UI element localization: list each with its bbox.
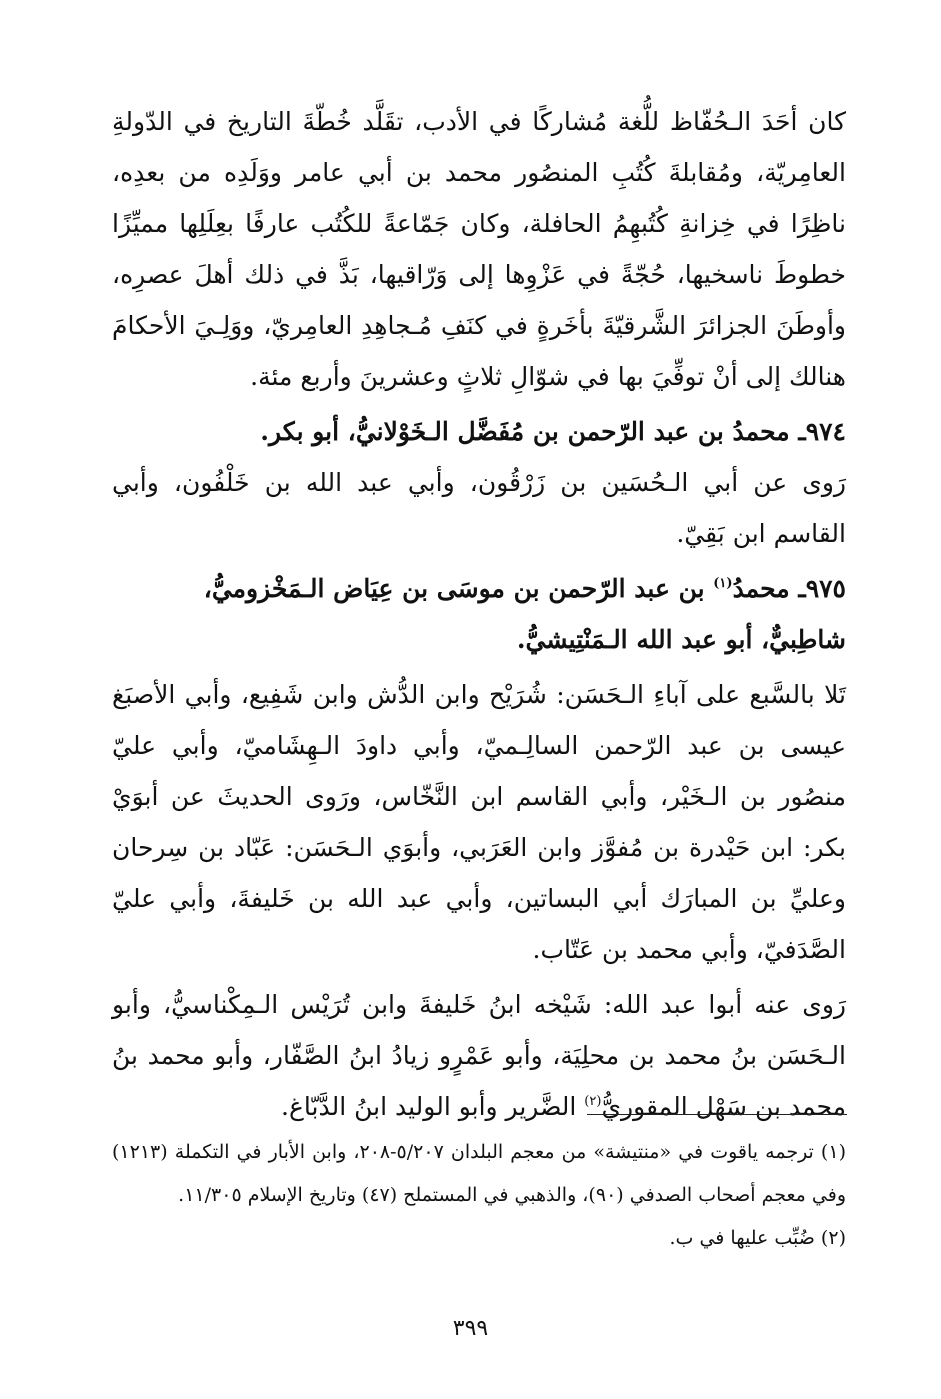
footnote-1: (١) ترجمه ياقوت في «منتيشة» من معجم البلدان ٥/٢٠٧-٢٠٨، وابن الأبار في التكملة (١٢١٣) وفي معجم أصحاب الصدفي (٩٠)، والذهبي في المستملح (٤٧) وتاريخ الإسلام ١١/٣٠٥. <box>112 1141 846 1206</box>
page-number: ٣٩٩ <box>452 1316 489 1341</box>
entry-974-paragraph: رَوى عن أبي الـحُسَين بن زَرْقُون، وأبي عبد الله بن خَلْفُون، وأبي القاسم ابن بَقِيّ. <box>112 468 846 548</box>
entry-975-para2-main: رَوى عنه أبوا عبد الله: شَيْخه ابنُ خَليفةَ وابن تُرَيْس الـمِكْناسيُّ، وأبو الـحَسَن بنُ محمد بن محلِيَة، وأبو عَمْرٍو زيادُ ابنُ الصَّفّار، وأبو محمد بنُ محمد بن سَهْل المقوريُّ <box>112 990 846 1121</box>
page-body <box>112 96 846 1132</box>
entry-975-paragraph-1: تَلا بالسَّبع على آباءِ الـحَسَن: شُرَيْح وابن الدُّش وابن شَفِيع، وأبي الأصبَغ عيسى بن عبد الرّحمن السالِـميّ، وأبي داودَ الـهِشَاميّ، وأبي عليّ منصُور بن الـخَيْر، وأبي القاسم ابن النَّخّاس، ورَوى الحديثَ عن أبوَيْ بكر: ابن حَيْدرة بن مُفوَّز وابن العَرَبي، وأبوَي الـحَسَن: عَبّاد بن سِرحان وعليِّ بن المبارَك أبي البساتين، وأبي عبد الله بن خَليفةَ، وأبي عليّ الصَّدَفيّ، وأبي محمد بن عَتّاب. <box>112 680 846 964</box>
footnote-ref-2: (٢) <box>584 1094 602 1109</box>
entry-975-rest: بن عبد الرّحمن بن موسَى بن عِيَاض الـمَخْزوميُّ، شاطِبيٌّ، أبو عبد الله الـمَنْتِيشيُّ. <box>203 574 846 654</box>
entry-heading-974: ٩٧٤ـ محمدُ بن عبد الرّحمن بن مُفَضَّل الـخَوْلانيُّ، أبو بكر. <box>260 417 846 446</box>
entry-975-para2-end: الضَّرير وأبو الوليد ابنُ الدَّبّاغ. <box>281 1092 585 1121</box>
footnote-ref-1: (١) <box>713 576 733 591</box>
intro-paragraph: كان أحَدَ الـحُفّاظ للُّغة مُشاركًا في الأدب، تقَلَّد خُطّةَ التاريخ في الدّولةِ العامِريّة، ومُقابلةَ كُتُبِ المنصُور محمد بن أبي عامر ووَلَدِه من بعدِه، ناظِرًا في خِزانةِ كُتُبهِمُ الحافلة، وكان جَمّاعةً للكُتُب عارفًا بعِلَلِها مميِّزًا خطوطَ ناسخيها، حُجّةً في عَزْوِها إلى وَرّاقيها، بَذَّ في ذلك أهلَ عصرِه، وأوطَنَ الجزائرَ الشَّرقيّةَ بأخَرةٍ في كنَفِ مُـجاهِدِ العامِريّ، ووَلِـيَ الأحكامَ هنالك إلى أنْ توفِّيَ بها في شوّالِ ثلاثٍ وعشرينَ وأربع مئة. <box>112 107 846 391</box>
entry-975-name: ٩٧٥ـ محمدُ <box>732 574 846 603</box>
footnote-2: (٢) ضُبِّب عليها في ب. <box>669 1227 846 1249</box>
footnote-divider <box>587 1114 847 1115</box>
footnotes <box>112 1131 846 1260</box>
entry-975-paragraph-2 <box>112 979 846 1132</box>
entry-heading-975 <box>112 563 846 665</box>
